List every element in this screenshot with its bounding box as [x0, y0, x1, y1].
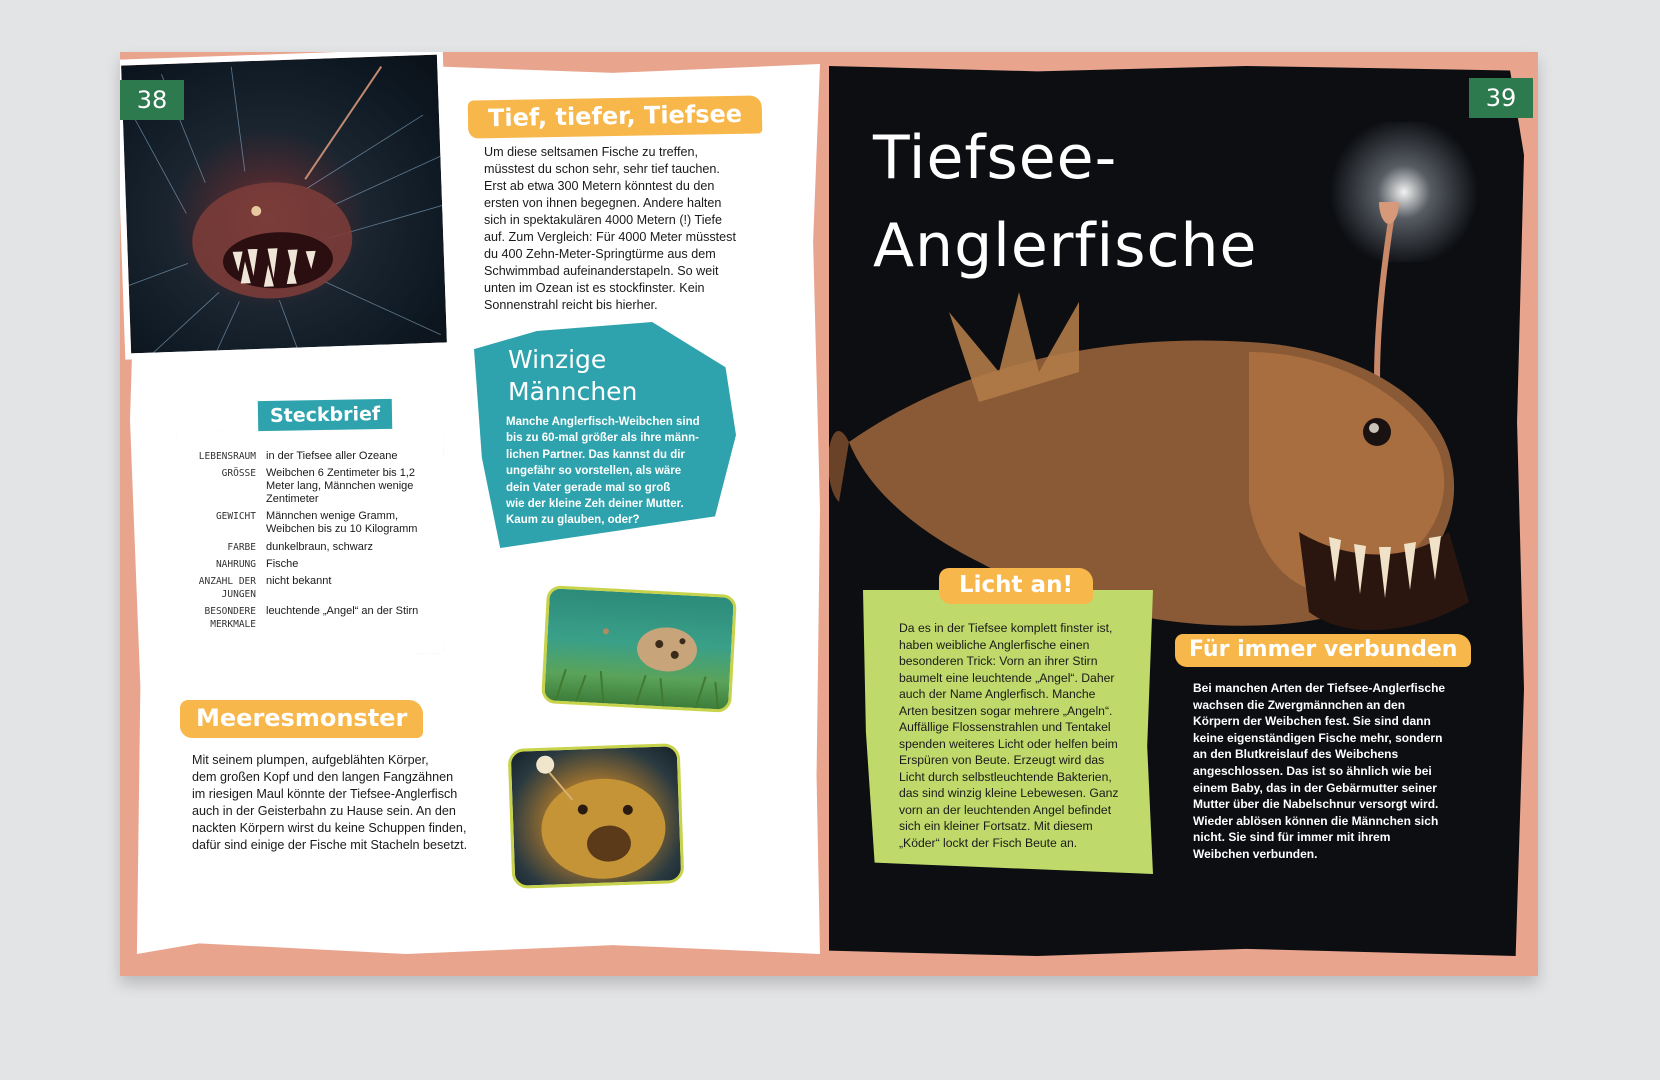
- heading-line: Männchen: [508, 377, 638, 406]
- page-title: [873, 114, 1257, 290]
- text-line: ungefähr so vorstellen, als wäre: [506, 465, 682, 478]
- frogfish-photo: [541, 585, 737, 713]
- text-line: ersten von ihnen begegnen. Andere halten: [484, 196, 722, 210]
- section-heading-verbunden: Für immer verbunden: [1175, 634, 1471, 667]
- text-line: Auffällige Flossenstrahlen und Tentakel: [899, 720, 1111, 734]
- text-line: „Köder“ lockt der Fisch Beute an.: [899, 835, 1078, 850]
- steckbrief-value: nicht bekannt: [266, 575, 332, 587]
- steckbrief-key: FARBE: [227, 542, 256, 553]
- maennchen-text: [506, 414, 724, 529]
- steckbrief-value: Weibchen 6 Zentimeter bis 1,2 Meter lang, Männchen wenige Zentimeter: [266, 467, 415, 505]
- text-line: Wieder ablösen können die Männchen sich: [1193, 813, 1439, 828]
- text-line: Erst ab etwa 300 Metern könntest du den: [484, 179, 715, 193]
- licht-text: [899, 620, 1149, 851]
- text-line: nackten Körpern wirst du keine Schuppen finden,: [192, 821, 467, 835]
- text-line: dein Vater gerade mal so groß: [506, 481, 671, 494]
- text-line: auch der Name Anglerfisch. Manche: [899, 687, 1096, 701]
- text-line: dafür sind einige der Fische mit Stacheln besetzt.: [192, 838, 468, 852]
- text-line: Weibchen verbunden.: [1193, 846, 1318, 861]
- text-line: unten im Ozean ist es stockfinster. Kein: [484, 281, 705, 295]
- text-line: wie der kleine Zeh deiner Mutter.: [506, 498, 684, 511]
- steckbrief-value: Männchen wenige Gramm, Weibchen bis zu 10 Kilogramm: [266, 510, 418, 535]
- text-line: Schwimmbad aufeinanderstapeln. So weit: [484, 264, 719, 278]
- tiefsee-text: [484, 144, 754, 314]
- text-line: Da es in der Tiefsee komplett finster ist,: [899, 621, 1113, 635]
- left-page: [120, 52, 829, 976]
- text-line: spenden weiteres Licht oder helfen beim: [899, 736, 1118, 751]
- text-line: angeschlossen. Das ist so ähnlich wie bei: [1193, 763, 1432, 778]
- text-line: Um diese seltsamen Fische zu treffen,: [484, 145, 698, 159]
- frogfish-illustration: [544, 588, 737, 713]
- maennchen-heading: [508, 344, 637, 408]
- steckbrief-value: leuchtende „Angel“ an der Stirn: [266, 605, 419, 617]
- text-line: einem Baby, das in der Gebärmutter seiner: [1193, 780, 1437, 795]
- text-line: vorn an der leuchtenden Angel befindet: [899, 802, 1112, 817]
- text-line: Mit seinem plumpen, aufgeblähten Körper,: [192, 753, 429, 767]
- text-line: müsstest du schon sehr, sehr tief tauchen.: [484, 162, 720, 176]
- title-line: Anglerfische: [873, 211, 1258, 281]
- text-line: an den Blutkreislauf des Weibchens: [1193, 747, 1399, 762]
- heading-line: Winzige: [508, 345, 607, 374]
- page-number-right: 39: [1469, 78, 1533, 118]
- text-line: sich in spektakulären 4000 Metern (!) Tiefe: [484, 213, 723, 227]
- text-line: Mutter über die Nabelschnur versorgt wird.: [1193, 797, 1439, 812]
- section-heading-tiefsee: Tief, tiefer, Tiefsee: [468, 95, 763, 138]
- verbunden-text: [1193, 680, 1483, 863]
- text-line: bis zu 60-mal größer als ihre männ-: [506, 432, 699, 445]
- steckbrief-heading: Steckbrief: [258, 399, 393, 431]
- section-heading-licht: Licht an!: [939, 568, 1093, 604]
- text-line: Bei manchen Arten der Tiefsee-Anglerfische: [1193, 681, 1446, 695]
- steckbrief-key: GEWICHT: [215, 511, 256, 522]
- meeresmonster-text: [192, 752, 492, 854]
- text-line: keine eigenständigen Fische mehr, sondern: [1193, 730, 1443, 745]
- text-line: nicht. Sie sind für immer mit ihrem: [1193, 830, 1391, 845]
- text-line: dem großen Kopf und den langen Fangzähnen: [192, 770, 454, 784]
- text-line: Erspüren von Beute. Erzeugt wird das: [899, 753, 1105, 767]
- text-line: das sind winzig kleine Lebewesen. Ganz: [899, 786, 1119, 800]
- hairy-frogfish-illustration: [511, 746, 685, 889]
- hairy-frogfish-photo: [508, 743, 685, 889]
- text-line: Sonnenstrahl reicht bis hierher.: [484, 298, 658, 312]
- text-line: auch in der Geisterbahn zu Hause sein. An den: [192, 804, 456, 818]
- steckbrief-key: ANZAHL DER JUNGEN: [198, 576, 256, 600]
- steckbrief-key: GRÖSSE: [221, 468, 256, 479]
- title-line: Tiefsee-: [873, 123, 1118, 193]
- steckbrief-key: NAHRUNG: [215, 559, 256, 570]
- text-line: wachsen die Zwergmännchen an den: [1193, 697, 1406, 712]
- text-line: haben weibliche Anglerfische einen: [899, 637, 1090, 652]
- steckbrief-key: LEBENSRAUM: [198, 451, 256, 462]
- text-line: sich ein kleiner Fortsatz. Mit diesem: [899, 819, 1093, 833]
- book-spread: [120, 52, 1538, 976]
- text-line: du 400 Zehn-Meter-Springtürme aus dem: [484, 247, 716, 261]
- right-page: [829, 52, 1538, 976]
- text-line: Licht durch selbstleuchtende Bakterien,: [899, 769, 1112, 784]
- steckbrief-value: in der Tiefsee aller Ozeane: [266, 450, 398, 462]
- text-line: besonderen Trick: Vorn an ihrer Stirn: [899, 654, 1098, 668]
- steckbrief-value: Fische: [266, 558, 299, 570]
- steckbrief-key: BESONDERE MERKMALE: [204, 606, 256, 630]
- steckbrief-value: dunkelbraun, schwarz: [266, 541, 374, 553]
- text-line: baumelt eine leuchtende „Angel“. Daher: [899, 670, 1115, 685]
- text-line: lichen Partner. Das kannst du dir: [506, 448, 685, 461]
- text-line: Kaum zu glauben, oder?: [506, 514, 640, 527]
- text-line: Manche Anglerfisch-Weibchen sind: [506, 416, 700, 428]
- text-line: Arten besitzen sogar mehrere „Angeln“.: [899, 703, 1113, 718]
- text-line: Körpern der Weibchen fest. Sie sind dann: [1193, 714, 1431, 729]
- text-line: im riesigen Maul könnte der Tiefsee-Anglerfisch: [192, 787, 458, 801]
- page-number-left: 38: [120, 80, 184, 120]
- text-line: auf. Zum Vergleich: Für 4000 Meter müsstest: [484, 230, 736, 244]
- section-heading-meeresmonster: Meeresmonster: [180, 700, 423, 738]
